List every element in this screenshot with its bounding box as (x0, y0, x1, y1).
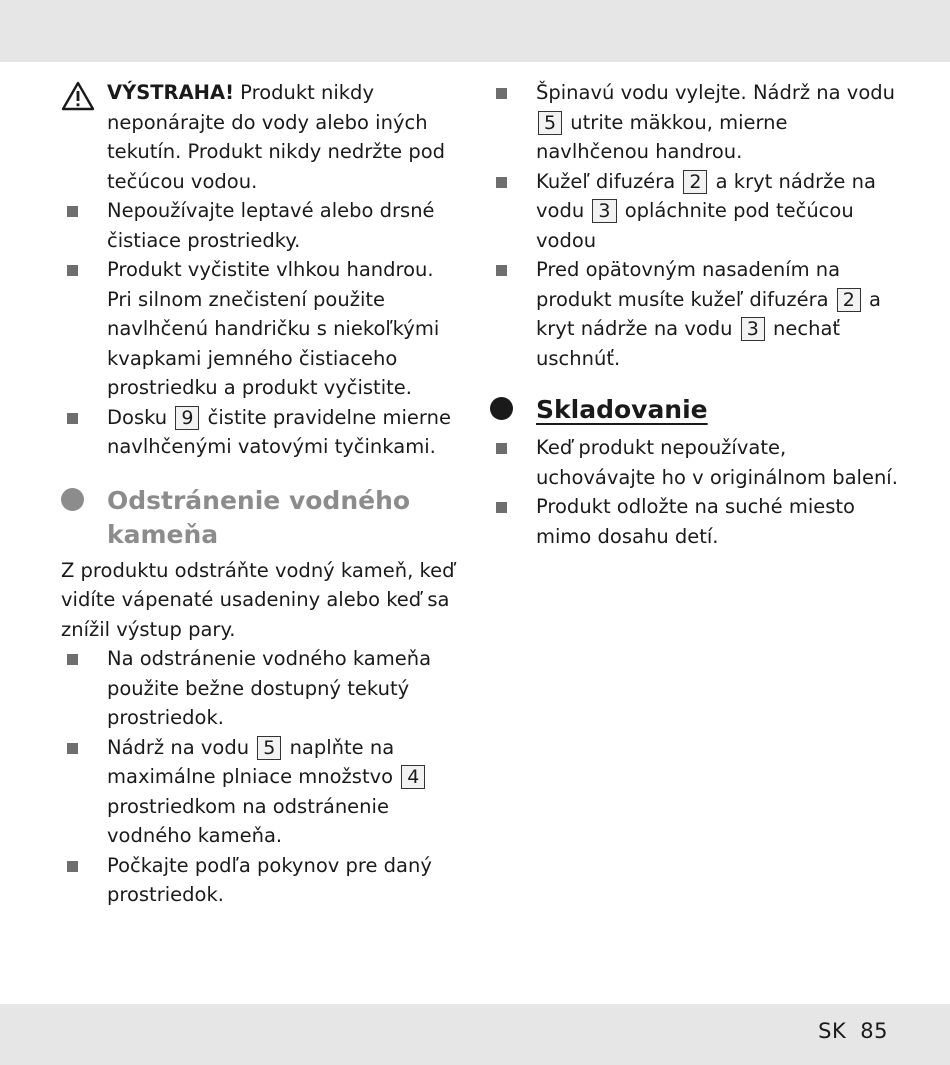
section-dot-icon (61, 488, 84, 511)
part-reference: 3 (592, 199, 616, 223)
top-band (0, 0, 950, 62)
right-column (490, 78, 900, 551)
list-item-text: Počkajte podľa pokynov pre daný prostriedok. (107, 853, 432, 906)
section-heading-descaling (61, 484, 461, 552)
list-item-text: Keď produkt nepoužívate, uchovávajte ho v originálnom balení. (536, 436, 898, 489)
left-column (61, 78, 461, 910)
list-item-text: Produkt odložte na suché miesto mimo dosahu detí. (536, 495, 855, 548)
part-reference: 2 (837, 288, 861, 312)
list-item (61, 196, 461, 255)
list-item-text: Pred opätovným nasadením na produkt musíte kužeľ difuzéra (536, 258, 841, 311)
list-item (61, 403, 461, 462)
square-bullet-icon (67, 206, 78, 217)
list-item (490, 167, 900, 256)
intro-paragraph: Z produktu odstráňte vodný kameň, keď vidíte vápenaté usadeniny alebo keď sa znížil výstup pary. (61, 558, 455, 641)
square-bullet-icon (496, 443, 507, 454)
warning-text: Produkt nikdy neponárajte do vody alebo iných tekutín. Produkt nikdy nedržte pod tečúcou vodou. (107, 81, 446, 193)
list-item (61, 851, 461, 910)
list-item (61, 644, 461, 733)
list-item-text: Kužeľ difuzéra (536, 169, 682, 193)
list-item-text: čistite pravidelne mierne navlhčenými vatovými tyčinkami. (107, 405, 451, 458)
list-item-text: Na odstránenie vodného kameňa použite bežne dostupný tekutý prostriedok. (107, 647, 432, 729)
list-item-text: Špinavú vodu vylejte. Nádrž na vodu (536, 81, 896, 104)
list-item-text: a kryt nádrže na vodu (536, 287, 882, 340)
square-bullet-icon (67, 861, 78, 872)
square-bullet-icon (496, 265, 507, 276)
square-bullet-icon (67, 413, 78, 424)
square-bullet-icon (496, 502, 507, 513)
list-item (490, 78, 900, 167)
section-heading-text: Skladovanie (536, 395, 708, 424)
list-item (61, 733, 461, 851)
square-bullet-icon (67, 265, 78, 276)
list-item-text: Nepoužívajte leptavé alebo drsné čistiace prostriedky. (107, 199, 435, 252)
bottom-band (0, 1004, 950, 1065)
part-reference: 3 (741, 317, 765, 341)
language-code: SK (818, 1019, 847, 1043)
list-item (490, 492, 900, 551)
list-item-text: utrite mäkkou, mierne navlhčenou handrou. (536, 110, 788, 163)
list-item-text: opláchnite pod tečúcou vodou (536, 199, 854, 252)
list-item-text: Produkt vyčistite vlhkou handrou. Pri silnom znečistení použite navlhčenú handričku s niekoľkými kvapkami jemného čistiaceho prostriedku a produkt vyčistite. (107, 258, 440, 399)
list-item-text: a kryt nádrže na vodu (536, 169, 876, 222)
part-reference: 5 (257, 736, 281, 760)
part-reference: 2 (683, 170, 707, 194)
square-bullet-icon (496, 88, 507, 99)
warning-label: VÝSTRAHA! (107, 81, 234, 104)
warning-block (61, 78, 461, 196)
part-reference: 5 (538, 111, 562, 135)
square-bullet-icon (496, 177, 507, 188)
list-item-text: prostriedkom na odstránenie vodného kameňa. (107, 794, 389, 847)
list-item (61, 255, 461, 403)
page-footer (818, 1019, 888, 1043)
part-reference: 4 (401, 765, 425, 789)
section-heading-storage (490, 393, 900, 427)
square-bullet-icon (67, 654, 78, 665)
list-item-text: nechať uschnúť. (536, 317, 841, 370)
list-item-text: Dosku (107, 405, 174, 429)
section-heading-text: Odstránenie vodného kameňa (107, 485, 411, 549)
part-reference: 9 (175, 406, 199, 430)
list-item (490, 255, 900, 373)
list-item-text: Nádrž na vodu (107, 735, 256, 759)
warning-triangle-icon (61, 81, 95, 111)
list-item-text: naplňte na maximálne plniace množstvo (107, 735, 400, 788)
square-bullet-icon (67, 743, 78, 754)
page-number: 85 (860, 1019, 888, 1043)
list-item (490, 433, 900, 492)
section-dot-icon (490, 397, 513, 420)
